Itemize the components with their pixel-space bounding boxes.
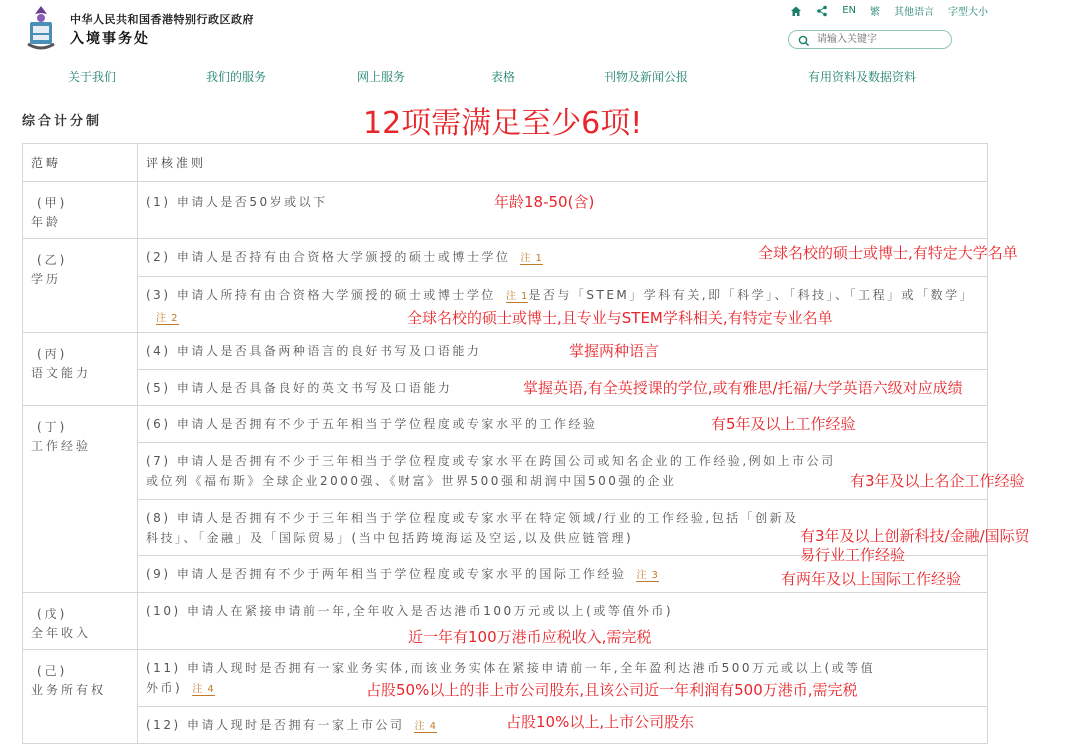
nav-our-services[interactable]: 我们的服务 (206, 70, 267, 84)
table-row (23, 370, 988, 406)
points-table (22, 143, 1030, 744)
department-name[interactable]: 入境事务处 (70, 31, 150, 47)
table-row (23, 500, 988, 556)
table-row (23, 333, 988, 370)
category-label: (乙) (37, 253, 68, 267)
criterion-text: (6) 申请人是否拥有不少于五年相当于学位程度或专家水平的工作经验 (146, 417, 598, 431)
nav-useful-information[interactable]: 有用资料及数据资料 (808, 70, 917, 84)
font-size-link[interactable]: 字型大小 (948, 7, 988, 18)
criterion-cell (138, 182, 988, 239)
table-row (23, 182, 988, 239)
category-name: 工作经验 (31, 439, 92, 453)
nav-forms[interactable]: 表格 (491, 70, 516, 84)
annotation-cont: 易行业工作经验 (800, 546, 906, 564)
language-english-link[interactable]: EN (842, 5, 856, 16)
criterion-cell (138, 443, 1025, 500)
criterion-cell (138, 650, 988, 707)
note-link[interactable]: 注 4 (414, 721, 437, 732)
criterion-text-main: (9) 申请人是否拥有不少于两年相当于学位程度或专家水平的国际工作经验 (146, 567, 627, 581)
criterion-text-cont: 是否与「STEM」学科有关,即「科学」、「科技」、「工程」或「数学」 (528, 288, 975, 302)
note-link[interactable]: 注 3 (636, 570, 659, 581)
category-cell (23, 182, 138, 239)
government-name: 中华人民共和国香港特别行政区政府 (70, 13, 254, 26)
category-name: 语文能力 (31, 366, 92, 380)
nav-online-services[interactable]: 网上服务 (357, 70, 406, 84)
category-cell (23, 650, 138, 744)
criterion-cell (138, 406, 988, 443)
category-label: (甲) (37, 196, 68, 210)
criterion-text-main: (2) 申请人是否持有由合资格大学颁授的硕士或博士学位 (146, 250, 511, 264)
annotation: 近一年有100万港币应税收入,需完税 (408, 628, 652, 646)
table-row (23, 556, 988, 593)
category-label: (己) (37, 664, 68, 678)
search-box[interactable] (788, 30, 952, 49)
share-icon[interactable] (816, 5, 828, 17)
annotation: 有3年及以上名企工作经验 (850, 472, 1025, 490)
category-name: 业务所有权 (31, 683, 107, 697)
criterion-text: (7) 申请人是否拥有不少于三年相当于学位程度或专家水平在跨国公司或知名企业的工作经验,例如上市公司或位列《福布斯》全球企业2000强、《财富》世界500强和胡润中国500强的企业 (146, 454, 836, 488)
criterion-text-main: (11) 申请人现时是否拥有一家业务实体,而该业务实体在紧接申请前一年,全年盈利达港币500万元或以上(或等值外币) (146, 661, 876, 695)
table-row (23, 277, 988, 333)
criterion-text: (10) 申请人在紧接申请前一年,全年收入是否达港币100万元或以上(或等值外币) (146, 604, 674, 618)
main-nav (0, 68, 1080, 86)
nav-publications-press[interactable]: 刊物及新闻公报 (604, 70, 689, 84)
criterion-cell (138, 500, 1030, 564)
criterion-cell (138, 707, 988, 744)
note-link[interactable]: 注 2 (156, 313, 179, 324)
category-name: 年龄 (31, 215, 62, 229)
category-label: (戊) (37, 607, 68, 621)
annotation-main: 12项需满足至少6项! (363, 106, 643, 141)
top-utility-links (790, 3, 988, 18)
criterion-cell (138, 593, 988, 650)
note-link[interactable]: 注 1 (520, 253, 543, 264)
home-icon[interactable] (790, 5, 802, 17)
table-row (23, 650, 988, 707)
annotation: 掌握两种语言 (569, 342, 660, 360)
table-header-row (23, 144, 988, 182)
table-row (23, 239, 988, 277)
language-traditional-link[interactable]: 繁 (870, 7, 880, 18)
criterion-cell (138, 333, 988, 370)
annotation: 占股10%以上,上市公司股东 (506, 713, 695, 731)
category-name: 全年收入 (31, 626, 92, 640)
annotation: 有3年及以上创新科技/金融/国际贸 (800, 527, 1030, 545)
nav-about-us[interactable]: 关于我们 (68, 70, 117, 84)
annotation: 全球名校的硕士或博士,且专业与STEM学科相关,有特定专业名单 (407, 309, 833, 327)
column-header-category: 范畴 (23, 144, 138, 182)
category-cell (23, 239, 138, 333)
other-languages-link[interactable]: 其他语言 (894, 7, 934, 18)
criterion-cell (138, 556, 988, 593)
table-row (23, 406, 988, 443)
criterion-text: (5) 申请人是否具备良好的英文书写及口语能力 (146, 381, 453, 395)
annotation: 占股50%以上的非上市公司股东,且该公司近一年利润有500万港币,需完税 (366, 681, 858, 699)
table-row (23, 443, 988, 500)
criterion-cell (138, 239, 1018, 277)
column-header-criteria: 评核准则 (138, 144, 988, 182)
note-link[interactable]: 注 1 (505, 291, 529, 302)
criterion-cell (138, 370, 988, 406)
annotation: 有两年及以上国际工作经验 (781, 570, 962, 588)
page-title: 综合计分制 (22, 114, 103, 129)
category-cell (23, 593, 138, 650)
note-link[interactable]: 注 4 (192, 684, 215, 695)
search-icon[interactable] (798, 35, 810, 47)
annotation: 年龄18-50(含) (494, 193, 595, 211)
criterion-cell (138, 277, 988, 333)
search-input[interactable] (817, 32, 937, 47)
criterion-text: (8) 申请人是否拥有不少于三年相当于学位程度或专家水平在特定领域/行业的工作经验,包括「创新及科技」、「金融」及「国际贸易」(当中包括跨境海运及空运,以及供应链管理) (146, 511, 799, 545)
criterion-text-main: (3) 申请人所持有由合资格大学颁授的硕士或博士学位 (146, 288, 496, 302)
criterion-text: (1) 申请人是否50岁或以下 (146, 195, 328, 209)
criterion-text-main: (12) 申请人现时是否拥有一家上市公司 (146, 718, 405, 732)
annotation: 掌握英语,有全英授课的学位,或有雅思/托福/大学英语六级对应成绩 (523, 379, 963, 397)
hksar-emblem-icon[interactable] (22, 4, 60, 52)
category-cell (23, 406, 138, 593)
category-label: (丁) (37, 420, 68, 434)
category-name: 学历 (31, 272, 62, 286)
table-row (23, 593, 988, 650)
category-label: (丙) (37, 347, 68, 361)
annotation: 有5年及以上工作经验 (711, 415, 856, 433)
annotation: 全球名校的硕士或博士,有特定大学名单 (758, 244, 1018, 262)
table-row (23, 707, 988, 744)
criterion-text: (4) 申请人是否具备两种语言的良好书写及口语能力 (146, 344, 482, 358)
category-cell (23, 333, 138, 406)
site-header (0, 0, 1080, 60)
